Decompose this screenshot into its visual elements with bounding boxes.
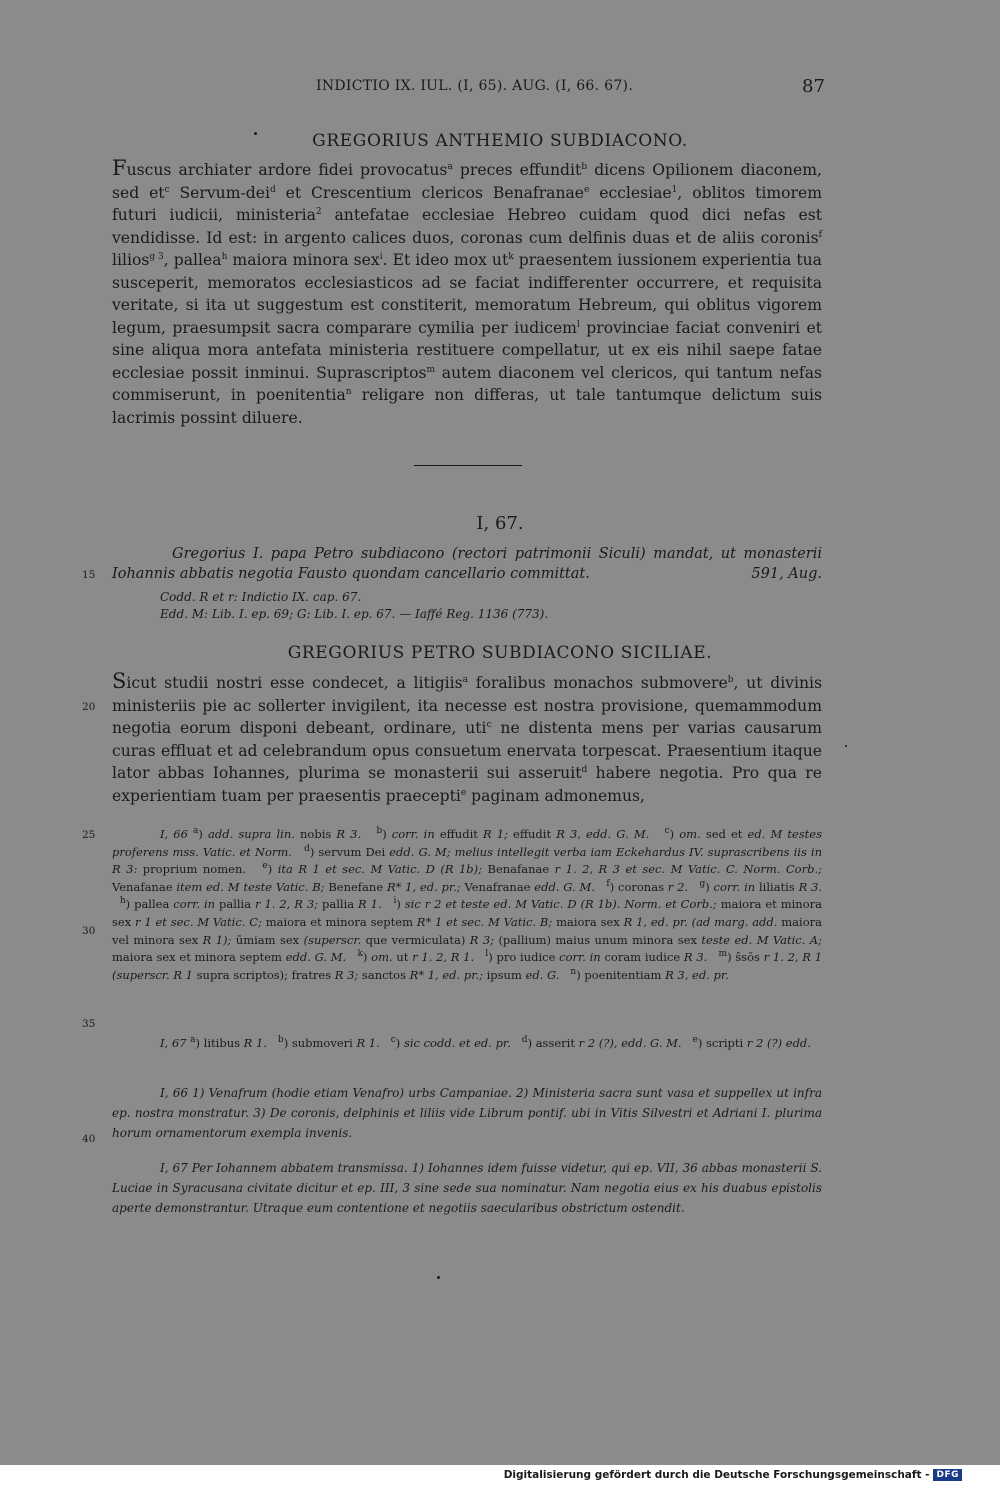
- line-number: 20: [82, 701, 96, 713]
- commentary-67: I, 67 Per Iohannem abbatem transmissa. 1) Iohannes idem fuisse videtur, qui ep. VII, 36 abbas monasterii S. Luciae in Syracusana civitate dicitur et ep. III, 3 sine sede sua nominatur. Nam negotia eius ex his duabus epistolis aperte demonstrantur. Utraque eum contentione et negotiis saecularibus obstrictum ostendit.: [112, 1161, 822, 1215]
- letter1-body: [112, 157, 822, 429]
- speck: [437, 1276, 440, 1279]
- letter1-title: GREGORIUS ANTHEMIO SUBDIACONO.: [312, 131, 688, 151]
- line-number: 25: [82, 829, 96, 841]
- dropcap: F: [112, 156, 127, 180]
- dropcap: S: [112, 669, 127, 693]
- line-number: 40: [82, 1133, 96, 1145]
- speck: [845, 745, 847, 747]
- footer-text: Digitalisierung gefördert durch die Deutsche Forschungsgemeinschaft -: [503, 1469, 930, 1481]
- document-number: I, 67.: [476, 513, 524, 534]
- section-divider: [414, 465, 522, 466]
- line-number: 30: [82, 925, 96, 937]
- letter2-title: GREGORIUS PETRO SUBDIACONO SICILIAE.: [287, 643, 713, 663]
- regest-text: Gregorius I. papa Petro subdiacono (rectori patrimonii Siculi) mandat, ut monasterii Iohannis abbatis negotia Fausto quondam cancellario committat.: [112, 546, 822, 582]
- letter2-text: icut studii nostri esse condecet, a litigiis$^a$ foralibus monachos submovere$^b$, ut divinis ministeriis pie ac sollerter invigilent, ita necesse est nostra provisione, quemammodum negotia eorum disponi debeant, ordinare, uti$^c$ ne distenta mens per varias causarum curas effluat et ad celebrandum opus consuetum enervata torpescat. Praesentium itaque lator abbas Iohannes, plurima se monasterii sui asseruit$^d$ habere negotia. Pro qua re experientiam tuam per praesentis praecepti$^e$ paginam admonemus,: [112, 674, 823, 805]
- letter1-text: uscus archiater ardore fidei provocatus$^a$ preces effundit$^b$ dicens Opilionem diaconem, sed $et^c$ Servum-dei$^d$ et Crescentium clericos Benafranae$^e$ ecclesiae$^1$, oblitos timorem futuri iudicii, ministeria$^2$ antefatae ecclesiae Hebreo cuidam quod dici nefas est vendidisse. Id est: in argento calices duos, coronas cum delfinis duas et de aliis coronis$^f$ lilios$^{g 3}$, pallea$^h$ maiora minora sex$^i$. Et ideo mox $ut^k$ praesentem iussionem experientia tua susceperit, memoratos ecclesiasticos ad se faciat indifferenter occurrere, et requisita veritate, si ita ut suggestum est constiterit, memoratum Hebreum, qui oblitus vigorem legum, praesumpsit sacra comparare cymilia per iudicem$^l$ provinciae faciat conveniri et sine aliqua mora antefata ministeria restituere compellatur, ut ex eis nihil saepe fatae ecclesiae possit inminui. Suprascriptos$^m$ autem diaconem vel clericos, qui tantum nefas commiserunt, in poenitentia$^n$ religare non differas, ut tale tantumque delictum suis lacrimis possint diluere.: [112, 161, 822, 427]
- digitization-footer: [504, 1469, 962, 1481]
- running-title: INDICTIO IX. IUL. (I, 65). AUG. (I, 66. 67).: [316, 78, 634, 94]
- apparatus-notes-66: I, 66 $^a$) add. supra lin. nobis R 3. $^b$) corr. in effudit R 1; effudit R 3, edd. G. M. $^c$) om. sed et ed. M testes proferens mss. Vatic. et Norm. $^d$) servum Dei edd. G. M; melius intellegit verba iam Eckehardus IV. suprascribens iis in R 3: proprium nomen. $^e$) ita R 1 et sec. M Vatic. D (R 1b); Benafanae r 1. 2, R 3 et sec. M Vatic. C. Norm. Corb.; Venafanae item ed. M teste Vatic. B; Benefane R* 1, ed. pr.; Venafranae edd. G. M. $^f$) coronas r 2. $^g$) corr. in liliatis R 3. $^h$) pallea corr. in pallia r 1. 2, R 3; pallia R 1. $^i$) sic r 2 et teste ed. M Vatic. D (R 1b). Norm. et Corb.; maiora et minora sex r 1 et sec. M Vatic. C; maiora et minora septem R* 1 et sec. M Vatic. B; maiora sex R 1, ed. pr. (ad marg. add. maiora vel minora sex R 1); ūmiam sex (superscr. que vermiculata) R 3; (pallium) maius unum minora sex teste ed. M Vatic. A; maiora sex et minora septem edd. G. M. $^k$) om. ut r 1. 2, R 1. $^l$) pro iudice corr. in coram iudice R 3. $^m$) ŝsōs r 1. 2, R 1 (superscr. R 1 supra scriptos); fratres R 3; sanctos R* 1, ed. pr.; ipsum ed. G. $^n$) poenitentiam R 3, ed. pr.: [112, 826, 823, 982]
- editions-line: Edd. M: Lib. I. ep. 69; G: Lib. I. ep. 67. — Iaffé Reg. 1136 (773).: [160, 607, 549, 621]
- commentary-66: I, 66 1) Venafrum (hodie etiam Venafro) urbs Campaniae. 2) Ministeria sacra sunt vasa et suppellex ut infra ep. nostra monstratur. 3) De coronis, delphinis et liliis vide Librum pontif. ubi in Vitis Silvestri et Adriani I. plurima horum ornamentorum exempla invenis.: [112, 1086, 822, 1140]
- apparatus-notes-67: I, 67 $^a$) litibus R 1. $^b$) submoveri R 1. $^c$) sic codd. et ed. pr. $^d$) asserit r 2 (?), edd. G. M. $^e$) scripti r 2 (?) edd.: [160, 1035, 811, 1050]
- regest-date: 591, Aug.: [751, 566, 822, 582]
- running-header: [0, 78, 1000, 102]
- line-number: 35: [82, 1018, 96, 1030]
- letter2-body: [112, 670, 822, 807]
- page-number: 87: [802, 76, 825, 97]
- regest: [112, 544, 822, 584]
- line-number: 15: [82, 569, 96, 581]
- dfg-logo-icon: DFG: [933, 1469, 962, 1481]
- codices-line: Codd. R et r: Indictio IX. cap. 67.: [160, 590, 362, 604]
